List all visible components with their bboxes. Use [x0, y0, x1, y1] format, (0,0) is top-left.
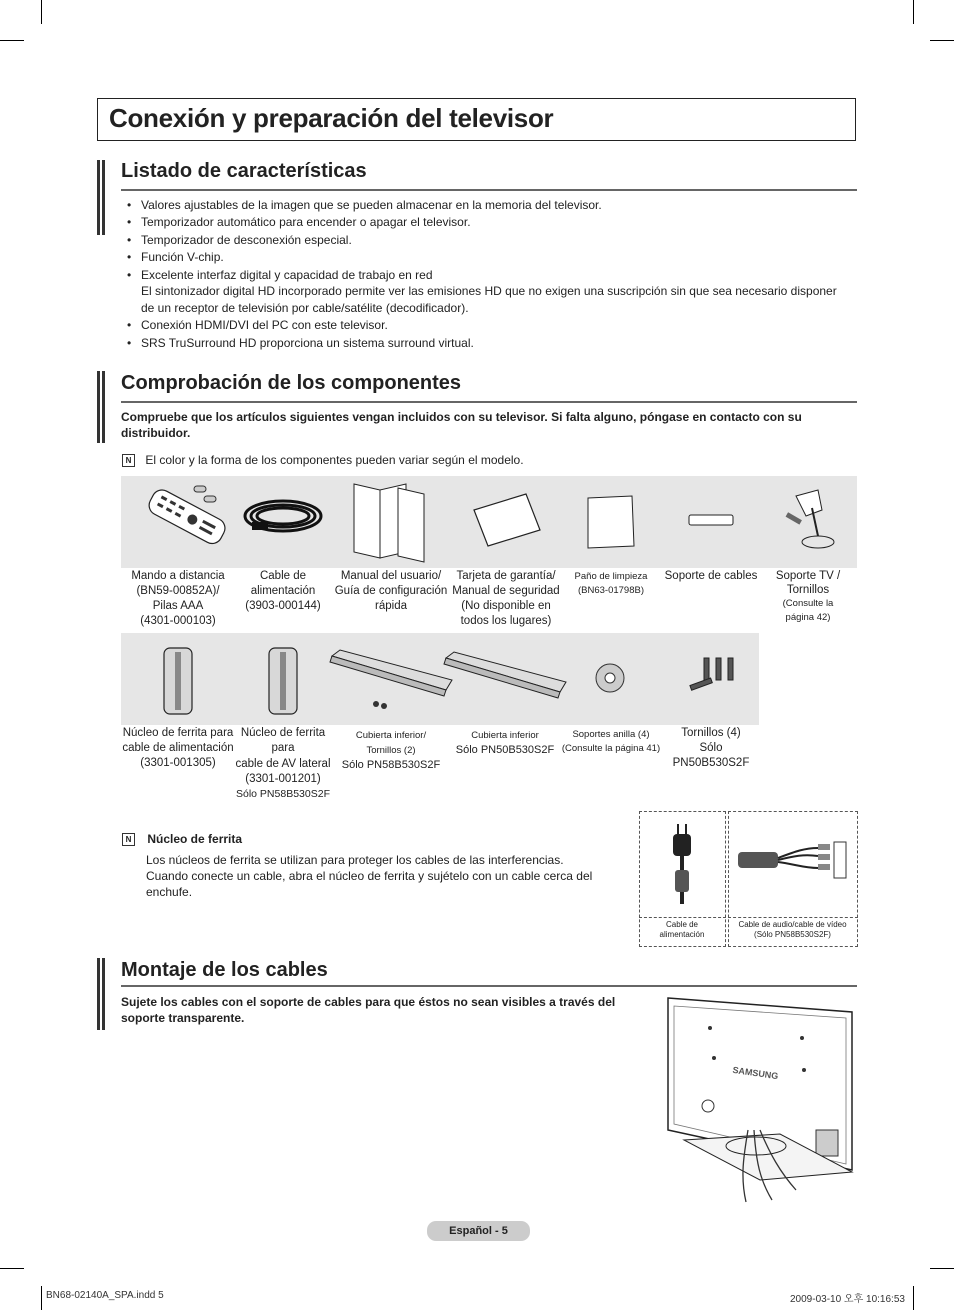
- power-cable-caption: Cable de alimentación: [659, 920, 705, 939]
- crop-mark: [930, 40, 954, 41]
- component-caption: Núcleo de ferrita para cable de alimentación (3301-001305): [122, 727, 234, 769]
- av-cable-caption: Cable de audio/cable de vídeo (Sólo PN58B530S2F): [738, 920, 847, 939]
- warranty-card-icon: [470, 490, 544, 550]
- section-bars: [97, 371, 109, 443]
- cable-holder-icon: [685, 510, 737, 532]
- component-caption: Mando a distancia (BN59-00852A)/ Pilas AAA (4301-000103): [131, 570, 225, 627]
- note-icon: N: [122, 833, 135, 846]
- list-item-text: Excelente interfaz digital y capacidad de trabajo en red: [141, 267, 433, 282]
- list-item: • Valores ajustables de la imagen que se pueden almacenar en la memoria del televisor.: [122, 197, 852, 213]
- list-item: • Función V-chip.: [122, 249, 852, 265]
- note-icon: N: [122, 454, 135, 467]
- ferrite-core-icon: [265, 644, 301, 718]
- power-plug-ferrite-icon: [664, 820, 700, 912]
- av-cable-ferrite-icon: [734, 834, 852, 894]
- section-bars: [97, 160, 109, 235]
- power-cable-icon: [238, 488, 328, 548]
- components-heading: Comprobación de los componentes: [121, 372, 462, 394]
- page-title: Conexión y preparación del televisor: [109, 103, 554, 133]
- section-rule: [121, 401, 857, 403]
- component-caption: Manual del usuario/ Guía de configuración rápida: [334, 570, 448, 612]
- component-caption: Cubierta inferior/ Tornillos (2) Sólo PN58B530S2F: [341, 730, 441, 771]
- ferrite-title: Núcleo de ferrita: [147, 832, 243, 846]
- component-caption: Paño de limpieza (BN63-01798B): [574, 571, 648, 596]
- list-item: • Temporizador de desconexión especial.: [122, 232, 852, 248]
- bottom-cover-icon: [442, 648, 568, 702]
- ferrite-text: Los núcleos de ferrita se utilizan para proteger los cables de las interferencias. Cuando conecte un cable, abra el núcleo de ferrita y sujételo con un cable cerca del enchufe.: [146, 853, 593, 899]
- tv-brand-logo: SAMSUNG: [731, 1064, 779, 1082]
- remote-control-icon: [124, 478, 232, 564]
- cables-heading: Montaje de los cables: [121, 959, 328, 981]
- components-note: [122, 453, 524, 467]
- crop-mark: [41, 0, 42, 24]
- list-item: [122, 267, 852, 316]
- list-item: • SRS TruSurround HD proporciona un sistema surround virtual.: [122, 335, 852, 351]
- list-item: • Conexión HDMI/DVI del PC con este televisor.: [122, 317, 852, 333]
- section-bars: [97, 958, 109, 1030]
- note-text: El color y la forma de los componentes pueden variar según el modelo.: [145, 453, 524, 467]
- component-caption: Cubierta inferior Sólo PN50B530S2F: [455, 730, 555, 756]
- tv-back-illustration: [660, 994, 856, 1210]
- component-caption: Núcleo de ferrita para cable de AV lateral (3301-001201) Sólo PN58B530S2F: [235, 727, 331, 801]
- list-item: • Temporizador automático para encender o apagar el televisor.: [122, 214, 852, 230]
- crop-mark: [0, 1268, 24, 1269]
- cables-text: Sujete los cables con el soporte de cables para que éstos no sean visibles a través del soporte transparente.: [121, 995, 616, 1025]
- user-manual-icon: [350, 480, 432, 564]
- footer-file: BN68-02140A_SPA.indd 5: [46, 1290, 164, 1301]
- section-rule: [121, 189, 857, 191]
- features-heading: Listado de características: [121, 160, 367, 182]
- section-rule: [121, 985, 857, 987]
- crop-mark: [930, 1268, 954, 1269]
- tv-stand-screws-icon: [778, 486, 838, 556]
- list-item-detail: El sintonizador digital HD incorporado permite ver las emisiones HD que no exigen una suscripción sin que sea necesario disponer de un receptor de televisión por cable/satélite (decodificador).: [141, 284, 837, 315]
- component-caption: Tarjeta de garantía/ Manual de seguridad (No disponible en todos los lugares): [452, 570, 560, 627]
- screws-icon: [684, 652, 740, 702]
- ferrite-note: [122, 832, 242, 846]
- component-caption: Tornillos (4) Sólo PN50B530S2F: [672, 727, 750, 769]
- ring-holder-icon: [592, 660, 628, 696]
- footer-date: 2009-03-10 오후 10:16:53: [790, 1294, 905, 1305]
- ferrite-core-icon: [160, 644, 196, 718]
- component-caption: Cable de alimentación (3903-000144): [245, 570, 321, 612]
- crop-mark: [0, 40, 24, 41]
- page-title-box: [97, 98, 856, 141]
- features-list: [122, 197, 852, 352]
- components-intro: Compruebe que los artículos siguientes vengan incluidos con su televisor. Si falta alguno, póngase en contacto con su distribuidor.: [121, 410, 802, 440]
- component-caption: Soportes anilla (4) (Consulte la página 41): [561, 729, 661, 754]
- cleaning-cloth-icon: [582, 492, 638, 552]
- component-caption: Soporte de cables: [664, 570, 758, 582]
- page-number-badge: Español - 5: [427, 1221, 530, 1241]
- component-caption: Soporte TV / Tornillos (Consulte la página 42): [775, 570, 841, 623]
- crop-mark: [913, 0, 914, 24]
- bottom-cover-screws-icon: [328, 646, 454, 716]
